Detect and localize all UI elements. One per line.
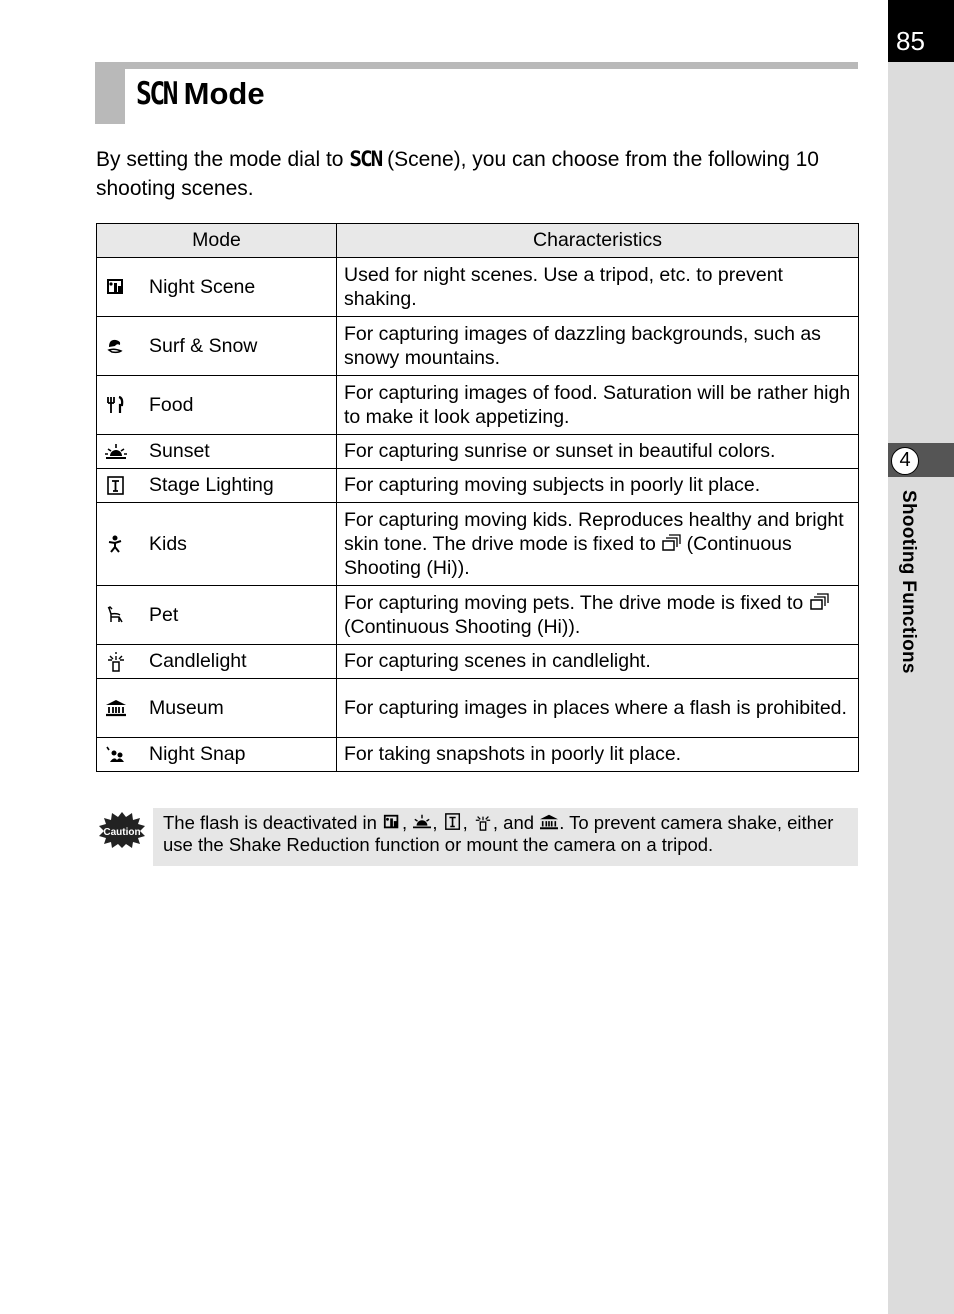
mode-name: Museum	[149, 696, 224, 719]
mode-name: Candlelight	[149, 650, 247, 672]
table-row	[97, 503, 859, 586]
scene-mode-table	[96, 223, 859, 772]
characteristics-text: (Continuous Shooting (Hi)).	[344, 532, 792, 579]
night-scene-icon	[105, 277, 127, 297]
stage-lighting-icon	[443, 813, 463, 831]
continuous-shooting-hi-icon	[809, 593, 829, 611]
caution-note	[153, 808, 858, 866]
characteristics-cell	[337, 503, 859, 586]
table-row	[97, 376, 859, 435]
page-title	[136, 76, 265, 112]
intro-text-after: (Scene), you can choose from the following 10 shooting scenes.	[96, 148, 819, 200]
candlelight-icon	[473, 813, 493, 831]
caution-separator: ,	[432, 812, 443, 833]
mode-name: Stage Lighting	[149, 474, 274, 496]
table-row	[97, 469, 859, 503]
mode-name: Night Scene	[149, 275, 256, 298]
table-row	[97, 679, 859, 738]
characteristics-cell: For capturing images of dazzling backgrounds, such as snowy mountains.	[337, 317, 859, 376]
chapter-number: 4	[891, 447, 919, 475]
stage-lighting-icon	[105, 476, 127, 496]
food-icon	[105, 395, 127, 415]
mode-cell	[97, 586, 337, 645]
heading-bar	[95, 62, 858, 69]
caution-text: The flash is deactivated in	[163, 812, 383, 833]
characteristics-cell: For capturing scenes in candlelight.	[337, 645, 859, 679]
table-row	[97, 317, 859, 376]
table-row	[97, 258, 859, 317]
mode-name: Surf & Snow	[149, 334, 258, 357]
mode-cell	[97, 258, 337, 317]
mode-cell	[97, 679, 337, 738]
caution-separator: , and	[492, 812, 540, 833]
intro-paragraph	[96, 145, 866, 203]
caution-separator: ,	[402, 812, 413, 833]
characteristics-cell: For taking snapshots in poorly lit place.	[337, 738, 859, 772]
surf-snow-icon	[105, 336, 127, 356]
mode-name: Sunset	[149, 440, 210, 462]
kids-icon	[105, 534, 127, 554]
pet-icon	[105, 605, 127, 625]
chapter-title: Shooting Functions	[898, 490, 919, 674]
mode-name: Pet	[149, 603, 179, 626]
mode-cell	[97, 645, 337, 679]
svg-text:Caution: Caution	[103, 827, 141, 838]
characteristics-cell: For capturing moving subjects in poorly lit place.	[337, 469, 859, 503]
caution-icon	[98, 811, 146, 849]
header-mode: Mode	[97, 224, 337, 258]
header-characteristics: Characteristics	[337, 224, 859, 258]
mode-name: Kids	[149, 532, 187, 555]
table-header-row	[97, 224, 859, 258]
characteristics-cell: Used for night scenes. Use a tripod, etc. to prevent shaking.	[337, 258, 859, 317]
page-title-text: Mode	[183, 76, 265, 111]
sunset-icon	[105, 442, 127, 462]
characteristics-text: (Continuous Shooting (Hi)).	[344, 615, 581, 638]
table-row	[97, 435, 859, 469]
table-row	[97, 586, 859, 645]
scn-symbol: SCN	[136, 76, 176, 112]
characteristics-cell: For capturing images in places where a flash is prohibited.	[337, 679, 859, 738]
mode-cell	[97, 503, 337, 586]
caution-separator: ,	[462, 812, 473, 833]
night-snap-icon	[105, 745, 127, 765]
mode-cell	[97, 435, 337, 469]
page-number: 85	[888, 0, 954, 62]
characteristics-cell: For capturing sunrise or sunset in beautiful colors.	[337, 435, 859, 469]
museum-icon	[105, 698, 127, 718]
heading-block	[95, 62, 125, 124]
sunset-icon	[412, 813, 432, 831]
continuous-shooting-hi-icon	[661, 534, 681, 552]
intro-text-before: By setting the mode dial to	[96, 148, 350, 171]
characteristics-cell: For capturing images of food. Saturation will be rather high to make it look appetizing.	[337, 376, 859, 435]
mode-name: Food	[149, 393, 194, 416]
mode-cell	[97, 469, 337, 503]
caution-text: . To prevent camera shake, either use the Shake Reduction function or mount the camera on a tripod.	[163, 812, 834, 855]
candlelight-icon	[105, 652, 127, 672]
table-row	[97, 645, 859, 679]
characteristics-cell	[337, 586, 859, 645]
mode-cell	[97, 317, 337, 376]
table-row	[97, 738, 859, 772]
characteristics-text: For capturing moving pets. The drive mode is fixed to	[344, 591, 809, 614]
mode-name: Night Snap	[149, 743, 246, 765]
characteristics-text: For capturing moving kids. Reproduces healthy and bright skin tone. The drive mode is fixed to	[344, 508, 844, 555]
mode-cell	[97, 376, 337, 435]
scn-symbol-inline: SCN	[349, 147, 382, 171]
museum-icon	[539, 813, 559, 831]
mode-cell	[97, 738, 337, 772]
night-scene-icon	[382, 813, 402, 831]
